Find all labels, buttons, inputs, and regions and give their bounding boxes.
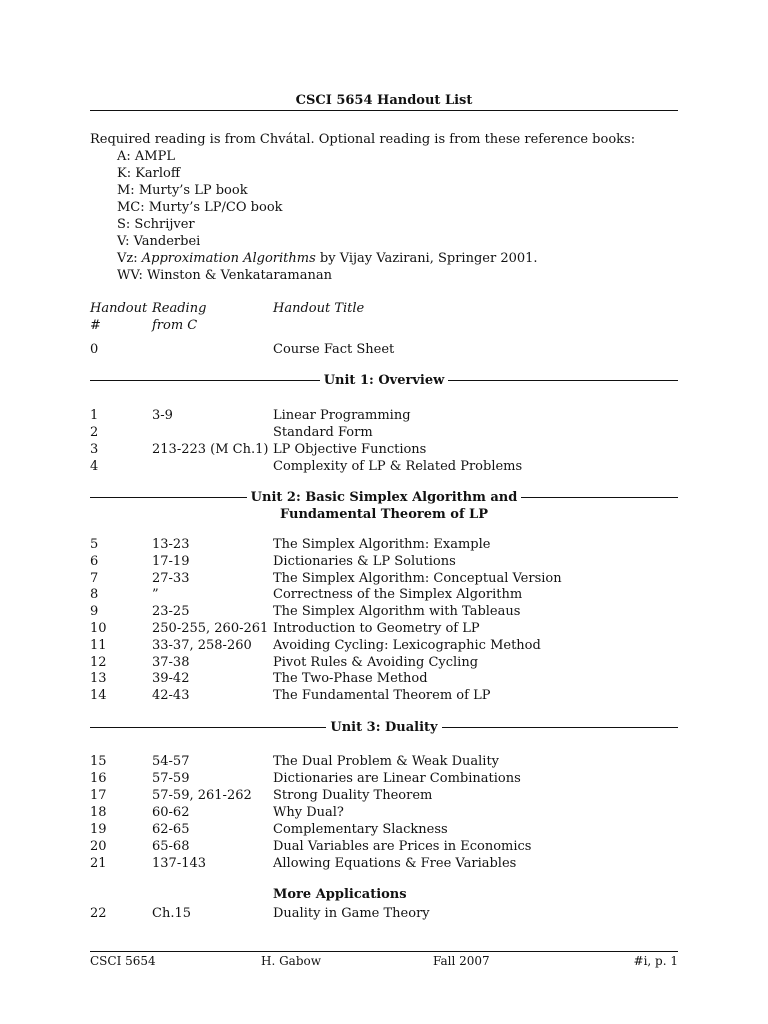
page-title: CSCI 5654 Handout List [295,93,473,108]
unit-2-label: Unit 2: Basic Simplex Algorithm and [250,490,518,505]
handout-title: Introduction to Geometry of LP [273,621,480,636]
table-row [90,424,678,441]
handout-reading: 27-33 [152,571,190,586]
handout-number: 14 [90,688,107,703]
handout-title: LP Objective Functions [273,442,427,457]
column-header-row-2 [90,317,678,334]
reference-item: V: Vanderbei [117,234,201,249]
handout-title: Correctness of the Simplex Algorithm [273,587,523,602]
handout-reading: 39-42 [152,671,190,686]
table-row [90,407,678,424]
handout-title: Linear Programming [273,408,411,423]
handout-number: 12 [90,655,107,670]
handout-reading: 3-9 [152,408,173,423]
handout-number: 5 [90,537,99,552]
table-row [90,821,678,838]
footer-term: Fall 2007 [433,954,490,968]
intro-text: Required reading is from Chvátal. Optional reading is from these reference books: [90,132,636,147]
table-row [90,570,678,587]
handout-number: 16 [90,771,107,786]
reference-prefix: Vz: [117,251,142,266]
handout-number: 22 [90,906,107,921]
handout-number: 21 [90,856,107,871]
handout-reading: 250-255, 260-261 [152,621,269,636]
reference-item: MC: Murty’s LP/CO book [117,200,283,215]
unit-rule-right [521,497,678,498]
table-row [90,553,678,570]
handout-number: 17 [90,788,107,803]
handout-number: 6 [90,554,99,569]
handout-number: 1 [90,408,99,423]
table-row [90,770,678,787]
intro-block [90,131,678,284]
handout-reading: 13-23 [152,537,190,552]
handout-title: The Simplex Algorithm with Tableaus [273,604,521,619]
handout-title: The Dual Problem & Weak Duality [273,754,500,769]
table-row [90,603,678,620]
unit-rule-right [442,727,678,728]
handout-reading: 62-65 [152,822,190,837]
handout-title: Duality in Game Theory [273,906,430,921]
table-row [90,905,678,922]
reference-suffix: by Vijay Vazirani, Springer 2001. [315,251,538,266]
column-header-title: Handout Title [273,301,365,316]
handout-title: Avoiding Cycling: Lexicographic Method [273,638,541,653]
unit-2-label-line-2: Fundamental Theorem of LP [280,507,488,522]
unit-3-heading [90,720,678,735]
handout-title: Standard Form [273,425,373,440]
reference-book-title: Approximation Algorithms [141,251,316,266]
handout-number: 10 [90,621,107,636]
handout-number: 18 [90,805,107,820]
unit-3-label: Unit 3: Duality [330,720,438,735]
handout-title: Pivot Rules & Avoiding Cycling [273,655,479,670]
reference-list [117,148,678,284]
handout-number: 7 [90,571,99,586]
table-row [90,458,678,475]
handout-reading: 17-19 [152,554,190,569]
handout-title: Allowing Equations & Free Variables [273,856,517,871]
handout-title: Dual Variables are Prices in Economics [273,839,532,854]
handout-number: 8 [90,587,99,602]
handout-reading: Ch.15 [152,906,191,921]
table-row [90,670,678,687]
handout-number: 0 [90,342,99,357]
handout-reading: 60-62 [152,805,190,820]
handout-reading: 37-38 [152,655,190,670]
handout-number: 4 [90,459,99,474]
handout-number: 13 [90,671,107,686]
handout-number: 20 [90,839,107,854]
handout-number: 2 [90,425,99,440]
handout-title: Dictionaries & LP Solutions [273,554,456,569]
handout-title: Course Fact Sheet [273,342,395,357]
table-row [90,787,678,804]
handout-page [90,0,678,1024]
handout-title: Dictionaries are Linear Combinations [273,771,521,786]
handout-title: Complexity of LP & Related Problems [273,459,523,474]
handout-title: Complementary Slackness [273,822,448,837]
handout-number: 11 [90,638,107,653]
table-row [90,654,678,671]
table-row [90,804,678,821]
more-applications-heading: More Applications [273,887,407,902]
unit-1-label: Unit 1: Overview [323,373,445,388]
column-header-from-c: from C [152,318,198,333]
handout-reading: 137-143 [152,856,207,871]
table-row [90,753,678,770]
handout-reading: 65-68 [152,839,190,854]
reference-item: A: AMPL [117,149,175,164]
handout-reading: 33-37, 258-260 [152,638,252,653]
reference-item [117,250,678,267]
handout-title: The Simplex Algorithm: Example [273,537,491,552]
unit-rule-right [448,380,678,381]
table-row [90,855,678,872]
handout-title: Strong Duality Theorem [273,788,433,803]
handout-title: Why Dual? [273,805,344,820]
unit-rule-left [90,497,247,498]
reference-item: WV: Winston & Venkataramanan [117,268,332,283]
unit-rule-left [90,380,320,381]
table-row [90,620,678,637]
handout-reading: 23-25 [152,604,190,619]
column-header-number: # [90,318,101,333]
column-header-row-1 [90,300,678,317]
handout-number: 3 [90,442,99,457]
table-row [90,838,678,855]
unit-rule-left [90,727,326,728]
reference-item: S: Schrijver [117,217,195,232]
handout-reading: 213-223 (M Ch.1) [152,442,269,457]
reference-item: K: Karloff [117,166,181,181]
footer-page-number: #i, p. 1 [633,954,678,968]
handout-title: The Fundamental Theorem of LP [273,688,491,703]
table-row [90,341,678,358]
footer-author: H. Gabow [261,954,322,968]
handout-title: The Simplex Algorithm: Conceptual Version [273,571,562,586]
handout-number: 15 [90,754,107,769]
title-rule [90,110,678,111]
handout-reading: 42-43 [152,688,190,703]
unit-1-heading [90,373,678,388]
handout-number: 9 [90,604,99,619]
handout-reading: 57-59, 261-262 [152,788,252,803]
handout-reading: 54-57 [152,754,190,769]
footer-course: CSCI 5654 [90,954,156,968]
table-row [90,536,678,553]
handout-reading: 57-59 [152,771,190,786]
handout-reading: ” [152,587,159,602]
handout-title: The Two-Phase Method [273,671,428,686]
table-row [90,637,678,654]
table-row [90,586,678,603]
table-row [90,687,678,704]
column-header-handout: Handout [90,301,148,316]
footer-rule [90,951,678,952]
column-header-reading: Reading [152,301,207,316]
reference-item: M: Murty’s LP book [117,183,248,198]
table-row [90,441,678,458]
handout-number: 19 [90,822,107,837]
unit-2-heading [90,490,678,505]
